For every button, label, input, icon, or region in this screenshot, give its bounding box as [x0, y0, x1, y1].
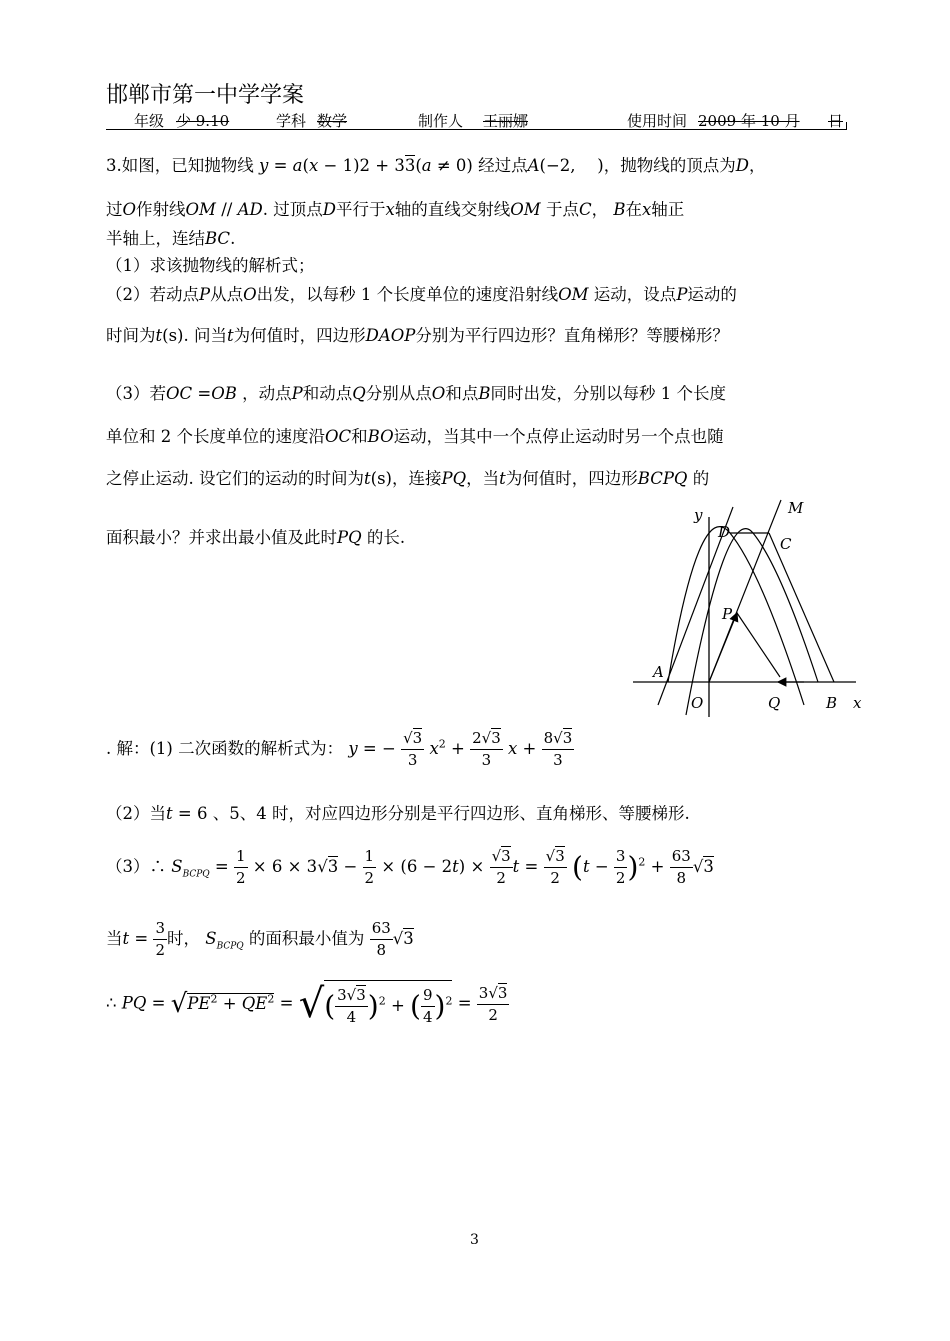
time-label: 使用时间 [627, 112, 688, 130]
problem-line-2: 过O作射线OM // AD. 过顶点D平行于x轴的直线交射线OM 于点C， B在x轴正 [106, 200, 685, 219]
solution-4: 当t = $\frac{3}{2}$ 时， $S_{BCPQ}$ 的面积最小值为 $\frac{63}{8}$ √3 [106, 919, 414, 959]
solution-1: . 解：(1) 二次函数的解析式为： y = − $\frac{√3}{3}$ $x^2$ + $\frac{2√3}{3}$ x + $\frac{8√3}{3}$ [106, 729, 573, 769]
parabola-figure [628, 495, 878, 725]
label-q: Q [768, 694, 781, 712]
question-3-line-1: （3）若OC =OB ，动点P和动点Q分别从点O和点B同时出发，分别以每秒 1 个长度 [106, 384, 726, 403]
problem-line-3: 半轴上，连结BC. [106, 229, 236, 248]
label-p: P [722, 605, 733, 623]
label-c: C [780, 535, 792, 553]
problem-line-1: 3.如图，已知抛物线 y = a(x − 1)2 + 33(a ≠ 0) 经过点A(−2, )，抛物线的顶点为D， [106, 156, 766, 175]
question-2-line-1: （2）若动点P从点O出发，以每秒 1 个长度单位的速度沿射线OM 运动，设点P运动的 [106, 285, 737, 304]
label-x: x [853, 694, 862, 712]
grade-label: 年级 [134, 112, 165, 130]
label-d: D [718, 523, 731, 541]
arrow-op [709, 613, 737, 682]
question-1: （1）求该抛物线的解析式； [106, 256, 315, 275]
question-3-line-3: 之停止运动. 设它们的运动的时间为t(s)，连接PQ，当t为何值时，四边形BCPQ 的 [106, 469, 710, 488]
school-title: 邯郸市第一中学学案 [106, 83, 305, 108]
question-3-line-2: 单位和 2 个长度单位的速度沿OC和BO运动，当其中一个点停止运动时另一个点也随 [106, 427, 724, 446]
question-2-line-2: 时间为t(s). 问当t为何值时，四边形DAOP分别为平行四边形？直角梯形？等腰梯形？ [106, 326, 729, 345]
label-o: O [691, 694, 704, 712]
subject-label: 学科 [276, 112, 307, 130]
time-value: 2009 年 10 月 [698, 112, 800, 130]
subject-value: 数学 [317, 112, 348, 130]
page-number: 3 [470, 1232, 479, 1248]
segment-pq [737, 613, 780, 677]
header-rule [106, 129, 846, 130]
header-rule-end [846, 122, 847, 130]
solution-2: （2）当t = 6 、5、4 时，对应四边形分别是平行四边形、直角梯形、等腰梯形. [106, 804, 690, 823]
label-b: B [826, 694, 838, 712]
label-a: A [653, 663, 664, 681]
solution-3: （3）∴ $S_{BCPQ}$ = $\frac{1}{2}$ × 6 × 3√3 − $\frac{1}{2}$ × (6 − 2t) × $\frac{√3}{2}$ t = $\frac{√3}{2}$ (t − $\frac{3}{2}$ )$^2$ + $\frac{63}{8}$ √3 [106, 847, 714, 887]
author-value: 王丽娜 [483, 112, 529, 130]
day-label: 日 [828, 112, 844, 130]
segment-bc [769, 533, 834, 682]
label-y: y [694, 506, 703, 524]
solution-5: ∴ PQ = $√PE^2 + QE^2$ = √( $\frac{3√3}{4}$ )$^2$ + ( $\frac{9}{4}$ )$^2$ = $\frac{3√3}{2}$ [106, 981, 508, 1027]
author-label: 制作人 [418, 112, 464, 130]
label-m: M [788, 499, 804, 517]
grade-value: 少 9.10 [176, 112, 230, 130]
question-3-line-4: 面积最小？并求出最小值及此时PQ 的长. [106, 528, 406, 547]
